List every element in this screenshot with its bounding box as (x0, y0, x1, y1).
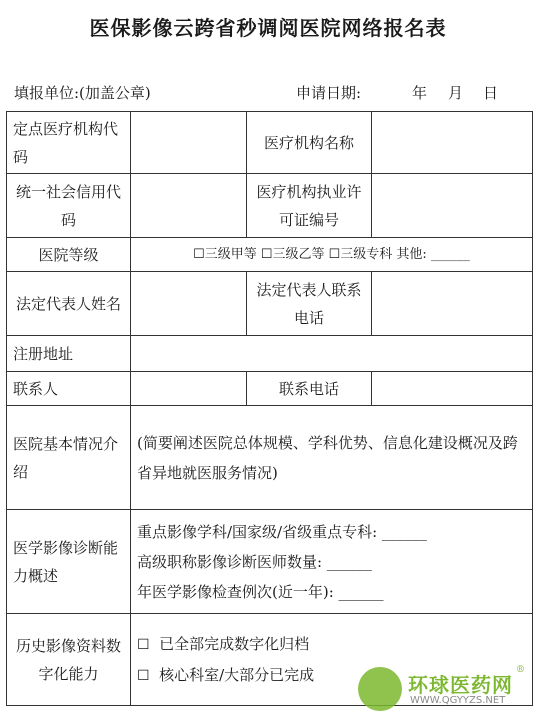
day-label: 日 (483, 84, 499, 102)
org-name-field[interactable] (372, 112, 533, 174)
address-field[interactable] (131, 336, 533, 372)
license-field[interactable] (372, 174, 533, 238)
imaging-line-3: 年医学影像检查例次(近一年): ______ (137, 582, 384, 601)
imaging-line-2: 高级职称影像诊断医师数量: ______ (137, 552, 372, 571)
credit-code-field[interactable] (131, 174, 247, 238)
form-title: 医保影像云跨省秒调阅医院网络报名表 (89, 16, 447, 40)
history-option-1-label: 已全部完成数字化归档 (159, 634, 310, 653)
month-label: 月 (448, 84, 464, 102)
address-label: 注册地址 (7, 336, 131, 372)
imaging-block[interactable] (131, 510, 533, 614)
date-label: 申请日期: (296, 84, 362, 102)
registered-mark: ® (516, 665, 525, 675)
history-option-1[interactable] (137, 629, 526, 660)
imaging-line-1: 重点影像学科/国家级/省级重点专科: ______ (137, 522, 427, 541)
legal-rep-label: 法定代表人姓名 (7, 272, 131, 336)
unit-label: 填报单位:(加盖公章) (14, 84, 151, 102)
org-code-field[interactable] (131, 112, 247, 174)
license-label: 医疗机构执业许可证编号 (247, 174, 372, 238)
legal-phone-field[interactable] (372, 272, 533, 336)
org-code-label: 定点医疗机构代码 (7, 112, 131, 174)
watermark-name: 环球医药网 (408, 673, 513, 697)
registration-table (6, 111, 533, 706)
level-options[interactable]: ☐三级甲等 ☐三级乙等 ☐三级专科 其他: ______ (131, 238, 533, 272)
legal-rep-field[interactable] (131, 272, 247, 336)
checkbox-icon[interactable]: ☐ (137, 636, 150, 653)
history-label: 历史影像资料数字化能力 (7, 614, 131, 706)
imaging-label: 医学影像诊断能力概述 (7, 510, 131, 614)
credit-code-label: 统一社会信用代码 (7, 174, 131, 238)
logo-globe-icon (358, 667, 402, 711)
intro-text[interactable]: (简要阐述医院总体规模、学科优势、信息化建设概况及跨省异地就医服务情况) (131, 406, 533, 510)
contact-field[interactable] (131, 372, 247, 406)
year-label: 年 (412, 84, 428, 102)
contact-phone-field[interactable] (372, 372, 533, 406)
level-label: 医院等级 (7, 238, 131, 272)
org-name-label: 医疗机构名称 (247, 112, 372, 174)
checkbox-icon[interactable]: ☐ (137, 667, 150, 684)
watermark-logo (358, 665, 528, 715)
contact-label: 联系人 (7, 372, 131, 406)
legal-phone-label: 法定代表人联系电话 (247, 272, 372, 336)
intro-label: 医院基本情况介绍 (7, 406, 131, 510)
watermark-url: WWW.QGYYZS.NET (410, 695, 506, 706)
history-option-2-label: 核心科室/大部分已完成 (159, 665, 315, 684)
contact-phone-label: 联系电话 (247, 372, 372, 406)
